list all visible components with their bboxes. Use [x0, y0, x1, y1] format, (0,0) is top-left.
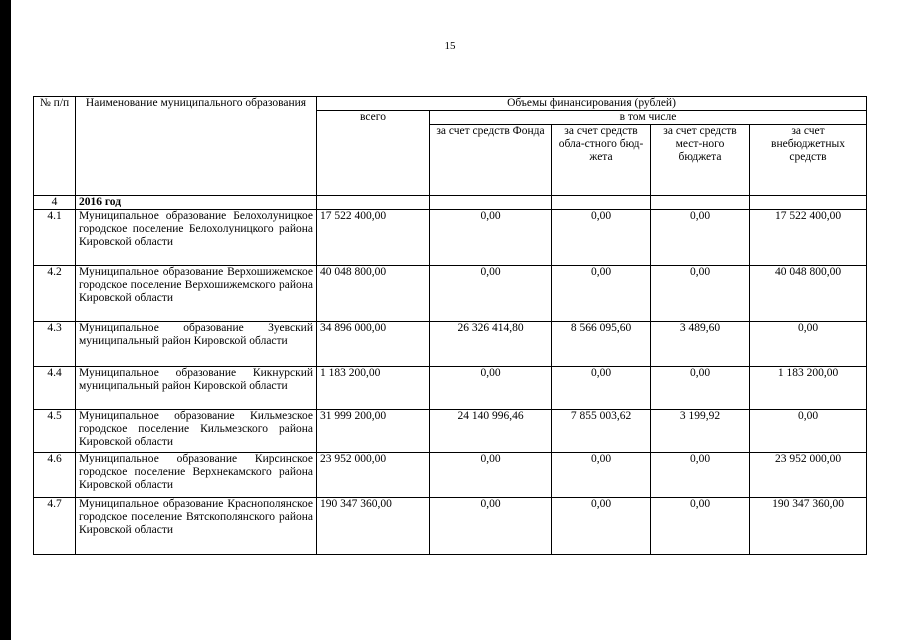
row-fund: 0,00 [430, 367, 552, 410]
row-total: 40 048 800,00 [317, 266, 430, 322]
row-local: 0,00 [651, 266, 750, 322]
row-extra: 23 952 000,00 [750, 453, 867, 498]
empty-cell [430, 196, 552, 210]
empty-cell [750, 196, 867, 210]
table-row [34, 453, 867, 498]
row-name: Муниципальное образование Кирсинское городское поселение Верхнекамского района Кировской области [76, 453, 317, 498]
header-extra: за счет внебюджетных средств [750, 125, 867, 196]
row-local: 3 489,60 [651, 322, 750, 367]
row-fund: 24 140 996,46 [430, 410, 552, 453]
row-name: Муниципальное образование Белохолуницкое городское поселение Белохолуницкого района Кировской области [76, 210, 317, 266]
table-row [34, 266, 867, 322]
row-local: 0,00 [651, 453, 750, 498]
row-fund: 0,00 [430, 453, 552, 498]
header-num: № п/п [34, 97, 76, 196]
row-local: 0,00 [651, 367, 750, 410]
row-num: 4.3 [34, 322, 76, 367]
row-total: 23 952 000,00 [317, 453, 430, 498]
header-local: за счет средств мест-ного бюджета [651, 125, 750, 196]
row-extra: 1 183 200,00 [750, 367, 867, 410]
row-extra: 190 347 360,00 [750, 498, 867, 555]
empty-cell [651, 196, 750, 210]
row-fund: 26 326 414,80 [430, 322, 552, 367]
row-name: Муниципальное образование Верхошижемское городское поселение Верхошижемского района Кировской области [76, 266, 317, 322]
scan-edge-bar [0, 0, 11, 640]
table-row [34, 410, 867, 453]
row-extra: 0,00 [750, 410, 867, 453]
row-num: 4.2 [34, 266, 76, 322]
row-local: 0,00 [651, 210, 750, 266]
header-including: в том числе [430, 111, 867, 125]
page-number: 15 [444, 40, 456, 52]
row-regional: 0,00 [552, 266, 651, 322]
row-local: 0,00 [651, 498, 750, 555]
section-title: 2016 год [76, 196, 317, 210]
row-num: 4.6 [34, 453, 76, 498]
header-volumes: Объемы финансирования (рублей) [317, 97, 867, 111]
row-name: Муниципальное образование Кильмезское городское поселение Кильмезского района Кировской области [76, 410, 317, 453]
row-regional: 8 566 095,60 [552, 322, 651, 367]
row-fund: 0,00 [430, 266, 552, 322]
header-fund: за счет средств Фонда [430, 125, 552, 196]
header-regional: за счет средств обла-стного бюд-жета [552, 125, 651, 196]
row-fund: 0,00 [430, 210, 552, 266]
table-row [34, 367, 867, 410]
row-num: 4.4 [34, 367, 76, 410]
row-fund: 0,00 [430, 498, 552, 555]
empty-cell [317, 196, 430, 210]
financing-table [33, 96, 867, 555]
row-total: 31 999 200,00 [317, 410, 430, 453]
row-local: 3 199,92 [651, 410, 750, 453]
row-extra: 17 522 400,00 [750, 210, 867, 266]
row-extra: 0,00 [750, 322, 867, 367]
row-regional: 0,00 [552, 453, 651, 498]
row-num: 4.7 [34, 498, 76, 555]
row-total: 1 183 200,00 [317, 367, 430, 410]
table-row [34, 498, 867, 555]
row-regional: 0,00 [552, 210, 651, 266]
row-name: Муниципальное образование Краснополянское городское поселение Вятскополянского района Кировской области [76, 498, 317, 555]
row-regional: 0,00 [552, 367, 651, 410]
section-num: 4 [34, 196, 76, 210]
table-row [34, 210, 867, 266]
row-num: 4.1 [34, 210, 76, 266]
row-total: 17 522 400,00 [317, 210, 430, 266]
table-row [34, 322, 867, 367]
row-regional: 0,00 [552, 498, 651, 555]
row-name: Муниципальное образование Зуевский муниципальный район Кировской области [76, 322, 317, 367]
header-total: всего [317, 111, 430, 196]
row-total: 190 347 360,00 [317, 498, 430, 555]
row-num: 4.5 [34, 410, 76, 453]
row-name: Муниципальное образование Кикнурский муниципальный район Кировской области [76, 367, 317, 410]
empty-cell [552, 196, 651, 210]
row-regional: 7 855 003,62 [552, 410, 651, 453]
row-extra: 40 048 800,00 [750, 266, 867, 322]
header-name: Наименование муниципального образования [76, 97, 317, 196]
row-total: 34 896 000,00 [317, 322, 430, 367]
